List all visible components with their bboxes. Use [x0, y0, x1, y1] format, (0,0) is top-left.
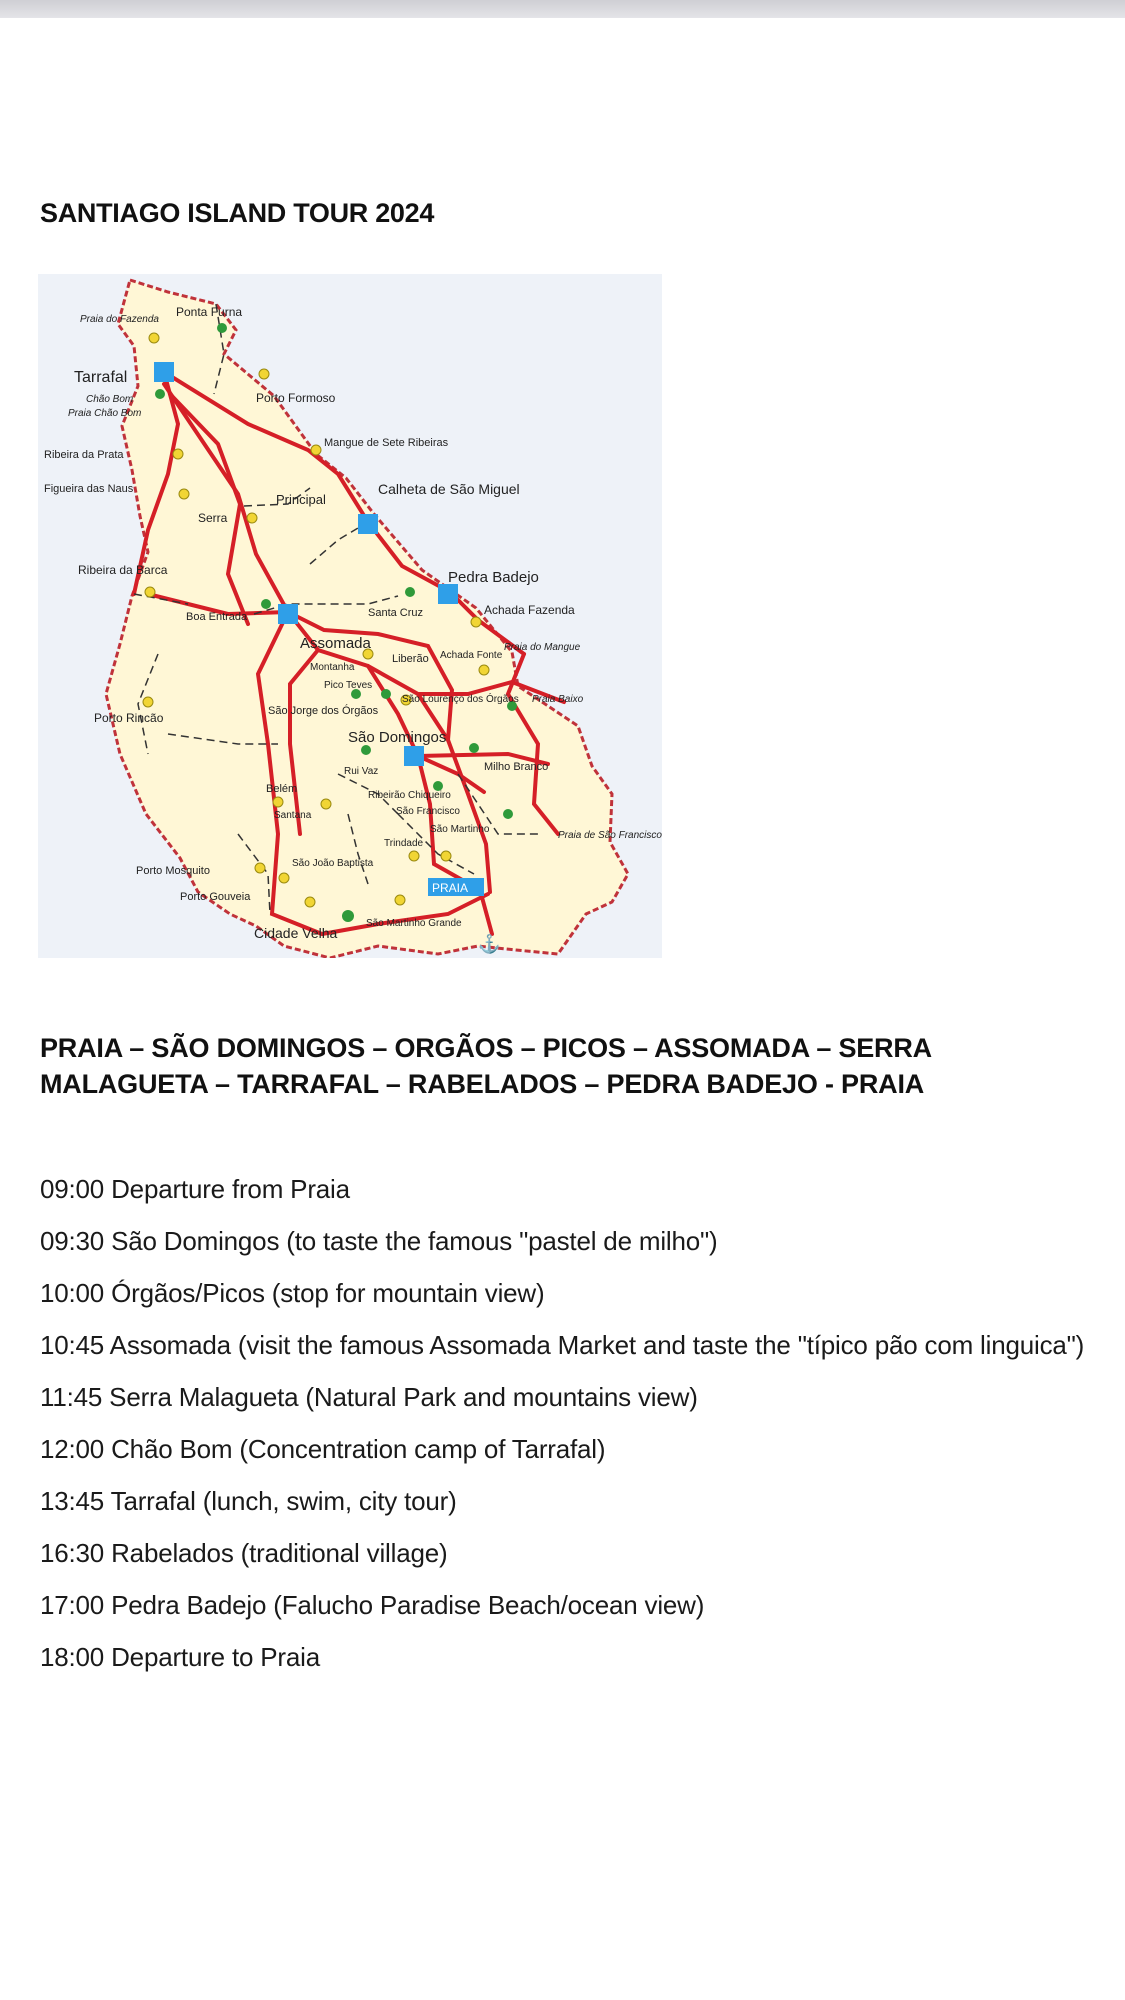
- label-sao-jorge: São Jorge dos Órgãos: [268, 705, 379, 717]
- tarrafal-marker: [154, 362, 174, 382]
- schedule-time: 18:00: [40, 1642, 105, 1672]
- label-praia-chao-bom: Praia Chão Bom: [68, 408, 142, 419]
- label-mangue: Mangue de Sete Ribeiras: [324, 437, 449, 449]
- schedule-time: 10:00: [40, 1278, 105, 1308]
- label-ribeira-prata: Ribeira da Prata: [44, 449, 124, 461]
- label-porto-mosquito: Porto Mosquito: [136, 865, 210, 877]
- label-santa-cruz: Santa Cruz: [368, 607, 424, 619]
- schedule-time: 09:30: [40, 1226, 105, 1256]
- label-santana: Santana: [274, 810, 312, 821]
- schedule-text: Rabelados (traditional village): [111, 1538, 448, 1568]
- label-sao-joao: São João Baptista: [292, 858, 374, 869]
- label-porto-formoso: Porto Formoso: [256, 391, 336, 405]
- label-trindade: Trindade: [384, 838, 424, 849]
- pedra-badejo-marker: [438, 584, 458, 604]
- calheta-marker: [358, 514, 378, 534]
- label-chao-bom: Chão Bom: [86, 394, 134, 405]
- schedule-text: Pedra Badejo (Falucho Paradise Beach/ocean view): [111, 1590, 705, 1620]
- label-sao-martinho-grande: São Martinho Grande: [366, 918, 462, 929]
- label-boa-entrada: Boa Entrada: [186, 611, 248, 623]
- label-sao-domingos: São Domingos: [348, 729, 447, 746]
- schedule-text: Chão Bom (Concentration camp of Tarrafal): [111, 1434, 606, 1464]
- label-ponta-furna: Ponta Furna: [176, 305, 243, 319]
- island-outline: [106, 280, 628, 958]
- label-principal: Principal: [276, 492, 326, 507]
- label-praia-fazenda: Praia do Fazenda: [80, 314, 159, 325]
- schedule-item: [40, 1423, 1100, 1475]
- schedule-time: 16:30: [40, 1538, 105, 1568]
- label-serra: Serra: [198, 511, 228, 525]
- label-cidade-velha: Cidade Velha: [254, 925, 338, 941]
- schedule-time: 12:00: [40, 1434, 105, 1464]
- label-ribeira-barca: Ribeira da Barca: [78, 563, 168, 577]
- label-rui-vaz: Rui Vaz: [344, 766, 379, 777]
- label-tarrafal: Tarrafal: [74, 369, 128, 386]
- label-milho-branco: Milho Branco: [484, 761, 549, 773]
- schedule-item: [40, 1371, 1100, 1423]
- schedule-item: [40, 1267, 1100, 1319]
- schedule-text: São Domingos (to taste the famous "pastel de milho"): [111, 1226, 718, 1256]
- label-pedra-badejo: Pedra Badejo: [448, 569, 539, 586]
- label-porto-rincao: Porto Rincão: [94, 711, 164, 725]
- label-figueira: Figueira das Naus: [44, 483, 134, 495]
- schedule-item: [40, 1475, 1100, 1527]
- schedule-text: Serra Malagueta (Natural Park and mountains view): [109, 1382, 698, 1412]
- sao-domingos-marker: [404, 746, 424, 766]
- label-assomada: Assomada: [300, 635, 371, 652]
- schedule-item: [40, 1215, 1100, 1267]
- label-belem: Belém: [266, 783, 298, 795]
- label-achada-fonte: Achada Fonte: [440, 650, 503, 661]
- schedule-time: 11:45: [40, 1382, 103, 1412]
- label-sao-francisco: São Francisco: [396, 806, 460, 817]
- label-praia-mangue: Praia do Mangue: [504, 642, 581, 653]
- label-ribeirao-chiqueiro: Ribeirão Chiqueiro: [368, 790, 451, 801]
- schedule-text: Assomada (visit the famous Assomada Market and taste the "típico pão com linguica"): [109, 1330, 1085, 1360]
- label-porto-gouveia: Porto Gouveia: [180, 891, 251, 903]
- label-achada-fazenda: Achada Fazenda: [484, 603, 575, 617]
- schedule-item: [40, 1579, 1100, 1631]
- schedule-time: 09:00: [40, 1174, 105, 1204]
- label-sao-martinho: São Martinho: [430, 824, 490, 835]
- route-heading: PRAIA – SÃO DOMINGOS – ORGÃOS – PICOS – ASSOMADA – SERRA MALAGUETA – TARRAFAL – RABELADOS – PEDRA BADEJO - PRAIA: [40, 1033, 931, 1099]
- label-calheta: Calheta de São Miguel: [378, 481, 520, 497]
- assomada-marker: [278, 604, 298, 624]
- schedule-list: [40, 1163, 1100, 1683]
- schedule-text: Departure to Praia: [111, 1642, 320, 1672]
- schedule-time: 10:45: [40, 1330, 105, 1360]
- page-title: SANTIAGO ISLAND TOUR 2024: [40, 198, 435, 228]
- label-sao-lourenco: São Lourenço dos Órgãos: [402, 694, 519, 705]
- schedule-text: Órgãos/Picos (stop for mountain view): [111, 1278, 545, 1308]
- anchor-icon: ⚓: [478, 934, 501, 954]
- schedule-time: 13:45: [40, 1486, 105, 1516]
- schedule-text: Tarrafal (lunch, swim, city tour): [110, 1486, 457, 1516]
- label-montanha: Montanha: [310, 662, 355, 673]
- schedule-item: [40, 1631, 1100, 1683]
- island-map-graphic: [38, 274, 662, 958]
- label-praia-baixo: Praia Baixo: [532, 694, 584, 705]
- schedule-text: Departure from Praia: [111, 1174, 350, 1204]
- label-liberao: Liberão: [392, 653, 429, 665]
- label-pico-teves: Pico Teves: [324, 680, 373, 691]
- viewer-top-bar: [0, 0, 1125, 18]
- schedule-item: [40, 1163, 1100, 1215]
- schedule-item: [40, 1319, 1100, 1371]
- schedule-time: 17:00: [40, 1590, 105, 1620]
- label-praia: PRAIA: [432, 881, 469, 895]
- label-praia-sao-francisco: Praia de São Francisco: [558, 830, 662, 841]
- island-map: [38, 274, 662, 958]
- schedule-item: [40, 1527, 1100, 1579]
